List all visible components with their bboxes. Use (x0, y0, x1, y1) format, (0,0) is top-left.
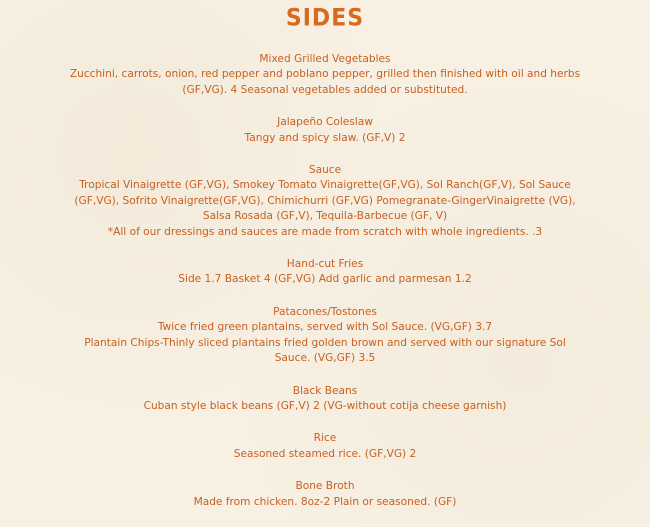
item-desc-line: Tropical Vinaigrette (GF,VG), Smokey Tomato Vinaigrette(GF,VG), Sol Ranch(GF,V), Sol Sauce (79, 179, 571, 192)
menu-item-jalapeno-coleslaw (45, 115, 605, 146)
item-desc-line: Tangy and spicy slaw. (GF,V) 2 (244, 131, 406, 144)
item-name: Bone Broth (295, 480, 355, 493)
item-desc-line: *All of our dressings and sauces are made from scratch with whole ingredients. .3 (107, 225, 543, 238)
item-desc-line: Twice fried green plantains, served with Sol Sauce. (VG,GF) 3.7 (157, 321, 493, 334)
item-desc-line: Side 1.7 Basket 4 (GF,VG) Add garlic and parmesan 1.2 (178, 273, 472, 286)
item-name: Patacones/Tostones (273, 305, 377, 318)
item-desc-line: (GF,VG). 4 Seasonal vegetables added or substituted. (182, 83, 468, 96)
menu-item-hand-cut-fries (45, 257, 605, 288)
item-desc-line: Salsa Rosada (GF,V), Tequila-Barbecue (GF, V) (202, 210, 448, 223)
item-desc-line: Seasoned steamed rice. (GF,VG) 2 (233, 447, 417, 460)
menu-items (0, 52, 650, 527)
menu-item-patacones-tostones (45, 305, 605, 367)
menu-item-rice (45, 431, 605, 462)
item-name: Sauce (308, 164, 342, 177)
section-title: SIDES (285, 4, 365, 33)
menu-item-black-beans (45, 384, 605, 415)
menu-item-mixed-grilled-vegetables (45, 52, 605, 98)
item-name: Hand-cut Fries (286, 258, 364, 271)
item-name: Mixed Grilled Vegetables (259, 53, 391, 65)
item-desc-line: Made from chicken. 8oz-2 Plain or seasoned. (GF) (193, 495, 457, 508)
item-desc-line: Sauce. (VG,GF) 3.5 (274, 352, 376, 365)
item-name: Black Beans (292, 384, 358, 397)
item-name: Jalapeño Coleslaw (277, 116, 373, 129)
item-desc-line: Zucchini, carrots, onion, red pepper and poblano pepper, grilled then finished with oil and herbs (69, 68, 581, 81)
item-name: Rice (313, 432, 337, 445)
menu-item-sauce (45, 163, 605, 240)
item-desc-line: Plantain Chips-Thinly sliced plantains fried golden brown and served with our signature Sol (84, 336, 566, 349)
item-desc-line: Cuban style black beans (GF,V) 2 (VG-without cotija cheese garnish) (143, 399, 507, 412)
menu-item-bone-broth (45, 479, 605, 510)
item-desc-line: (GF,VG), Sofrito Vinaigrette(GF,VG), Chimichurri (GF,VG) Pomegranate-GingerVinaigrette (VG), (74, 194, 576, 207)
